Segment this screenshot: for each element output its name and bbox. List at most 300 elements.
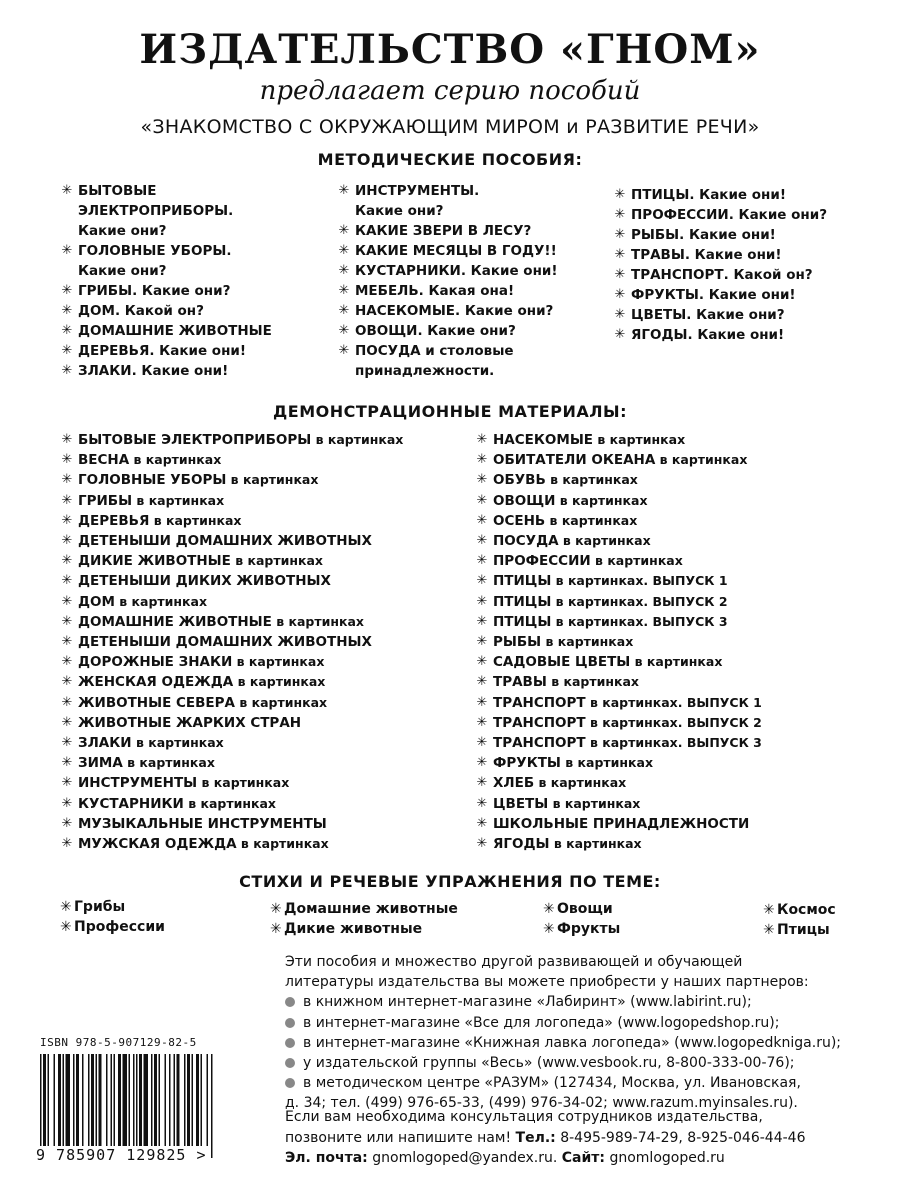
item-title: САДОВЫЕ ЦВЕТЫ — [493, 654, 631, 671]
item-title: ПТИЦЫ — [493, 573, 552, 590]
asterisk-icon: ✳ — [61, 512, 73, 528]
list-item — [475, 511, 762, 531]
asterisk-icon: ✳ — [614, 247, 626, 262]
info-intro: литературы издательства вы можете приобрести у наших партнеров: — [285, 974, 809, 991]
asterisk-icon: ✳ — [61, 343, 73, 358]
list-item — [60, 341, 272, 361]
item-suffix: в картинках — [548, 795, 641, 811]
list-item — [60, 470, 403, 490]
item-suffix: в картинках. ВЫПУСК 1 — [551, 573, 728, 589]
item-suffix: в картинках — [558, 533, 651, 549]
item-title: БЫТОВЫЕ — [78, 183, 157, 199]
asterisk-icon: ✳ — [476, 735, 488, 751]
item-title: ЗЛАКИ — [78, 735, 132, 752]
list-item — [613, 185, 827, 205]
tel-value: 8-495-989-74-29, 8-925-046-44-46 — [560, 1129, 806, 1146]
list-item — [60, 753, 403, 773]
methodical-heading: МЕТОДИЧЕСКИЕ ПОСОБИЯ: — [317, 150, 583, 169]
asterisk-icon: ✳ — [476, 553, 488, 569]
isbn-text: ISBN 978-5-907129-82-5 — [40, 1036, 197, 1049]
asterisk-icon: ✳ — [476, 836, 488, 852]
methodical-col-2 — [337, 181, 558, 381]
asterisk-icon: ✳ — [61, 674, 73, 690]
list-item — [337, 261, 558, 281]
item-suffix: . Какие они? — [686, 307, 785, 323]
poem-item — [763, 922, 830, 938]
item-suffix: в картинках — [232, 654, 325, 670]
list-item — [60, 713, 403, 733]
partner-item — [285, 992, 885, 1012]
asterisk-icon: ✳ — [61, 694, 73, 710]
list-item — [60, 693, 403, 713]
barcode-bar — [129, 1054, 131, 1158]
list-item — [475, 551, 762, 571]
item-suffix: . Какие они! — [698, 287, 796, 303]
item-title: ГОЛОВНЫЕ УБОРЫ. — [78, 243, 232, 259]
barcode-bar — [151, 1054, 153, 1146]
partners-info — [285, 952, 885, 1114]
asterisk-icon: ✳ — [476, 613, 488, 629]
item-suffix: в картинках — [197, 775, 290, 791]
asterisk-icon: ✳ — [61, 613, 73, 629]
item-title: ФРУКТЫ — [631, 287, 699, 303]
list-item — [475, 693, 762, 713]
item-suffix: . Какой он? — [723, 267, 813, 283]
item-suffix: . Какие они! — [689, 187, 786, 203]
asterisk-icon: ✳ — [61, 283, 73, 298]
item-suffix: . Какие они! — [687, 327, 785, 343]
asterisk-icon: ✳ — [61, 815, 73, 831]
barcode-bar — [73, 1054, 75, 1146]
item-suffix: в картинках — [555, 492, 648, 508]
list-item — [337, 221, 558, 241]
list-item — [613, 305, 827, 325]
item-suffix: в картинках — [149, 512, 242, 528]
item-title: ВЕСНА — [78, 452, 130, 469]
demo-col-2 — [475, 430, 762, 854]
tel-label: Тел.: — [515, 1129, 556, 1146]
asterisk-icon: ✳ — [476, 452, 488, 468]
list-item — [475, 450, 762, 470]
list-item — [475, 571, 762, 591]
list-item — [60, 551, 403, 571]
item-suffix: в картинках. ВЫПУСК 2 — [585, 714, 762, 730]
barcode-bar — [133, 1054, 135, 1146]
barcode-bar — [177, 1054, 180, 1146]
item-title: ИНСТРУМЕНТЫ. — [355, 183, 480, 199]
barcode-bar — [144, 1054, 149, 1146]
item-title: ЦВЕТЫ — [493, 795, 549, 812]
item-suffix: в картинках — [114, 593, 208, 609]
item-suffix: . Какие они? — [728, 207, 828, 223]
asterisk-icon: ✳ — [476, 775, 488, 791]
barcode-bar — [96, 1054, 98, 1146]
asterisk-icon: ✳ — [61, 573, 73, 589]
item-suffix: в картинках. ВЫПУСК 1 — [585, 694, 762, 710]
asterisk-icon: ✳ — [614, 187, 626, 202]
bullet-icon — [285, 1058, 295, 1068]
list-item — [475, 713, 762, 733]
asterisk-icon: ✳ — [476, 634, 488, 650]
poem-label: Дикие животные — [284, 921, 423, 937]
asterisk-icon: ✳ — [476, 432, 488, 447]
item-suffix: в картинках — [549, 836, 642, 852]
methodical-col-1 — [60, 181, 272, 381]
list-item — [337, 281, 558, 301]
partner-text: в интернет-магазине «Все для логопеда» (www.logopedshop.ru); — [303, 1014, 780, 1031]
barcode-bar — [196, 1054, 199, 1146]
item-title: ХЛЕБ — [493, 775, 535, 792]
item-title: ПРОФЕССИИ — [631, 207, 729, 223]
asterisk-icon: ✳ — [543, 921, 555, 937]
item-suffix: в картинках — [233, 674, 326, 690]
list-item — [337, 301, 558, 321]
demo-col-1 — [60, 430, 403, 854]
barcode-bar — [159, 1054, 161, 1146]
asterisk-icon: ✳ — [61, 755, 73, 771]
contact-text: позвоните или напишите нам! — [285, 1129, 512, 1146]
partner-item — [285, 1013, 885, 1033]
demo-heading: ДЕМОНСТРАЦИОННЫЕ МАТЕРИАЛЫ: — [273, 402, 627, 421]
list-item — [475, 652, 762, 672]
asterisk-icon: ✳ — [614, 287, 626, 302]
list-item — [60, 773, 403, 793]
contact-line — [285, 1128, 885, 1149]
asterisk-icon: ✳ — [61, 654, 73, 670]
list-item — [475, 592, 762, 612]
barcode-bar — [165, 1054, 167, 1146]
barcode-bar — [184, 1054, 186, 1146]
item-title: ГОЛОВНЫЕ УБОРЫ — [78, 472, 227, 489]
barcode-bar — [114, 1054, 116, 1146]
list-item — [613, 325, 827, 345]
item-title: ФРУКТЫ — [493, 755, 561, 772]
barcode-bar — [169, 1054, 171, 1146]
contact-line: Если вам необходима консультация сотрудников издательства, — [285, 1109, 763, 1125]
item-title: ЗЛАКИ — [78, 363, 132, 379]
item-suffix: в картинках — [226, 472, 319, 488]
bullet-icon — [285, 1078, 295, 1088]
asterisk-icon: ✳ — [476, 795, 488, 811]
barcode-bar — [43, 1054, 46, 1158]
item-title: НАСЕКОМЫЕ — [493, 432, 594, 448]
barcode — [38, 1054, 270, 1158]
list-item — [475, 470, 762, 490]
item-title: КАКИЕ ЗВЕРИ В ЛЕСУ? — [355, 223, 532, 239]
item-title: ПТИЦЫ — [493, 613, 552, 630]
info-intro: Эти пособия и множество другой развивающей и обучающей — [285, 954, 743, 970]
asterisk-icon: ✳ — [338, 283, 350, 298]
item-title: РЫБЫ — [493, 634, 542, 651]
barcode-bar — [58, 1054, 61, 1146]
partner-item — [285, 1073, 885, 1093]
item-continuation: ЭЛЕКТРОПРИБОРЫ. — [78, 203, 234, 219]
item-title: ТРАНСПОРТ — [631, 267, 724, 283]
list-item — [60, 301, 272, 321]
poem-item — [60, 899, 125, 915]
list-item — [337, 181, 558, 221]
item-continuation: Какие они? — [78, 263, 167, 279]
asterisk-icon: ✳ — [61, 836, 73, 852]
list-item — [60, 592, 403, 612]
subtitle: предлагает серию пособий — [259, 76, 641, 106]
item-title: ДЕРЕВЬЯ — [78, 512, 150, 529]
item-title: ДЕТЕНЫШИ ДОМАШНИХ ЖИВОТНЫХ — [78, 533, 372, 550]
item-suffix: . Какой он? — [114, 303, 204, 319]
item-suffix: в картинках — [183, 795, 276, 811]
list-item — [613, 225, 827, 245]
list-item — [60, 241, 272, 281]
barcode-bar — [48, 1054, 50, 1146]
barcode-bar — [211, 1054, 213, 1158]
asterisk-icon: ✳ — [476, 654, 488, 670]
item-suffix: в картинках — [630, 654, 723, 670]
barcode-bar — [76, 1054, 79, 1146]
asterisk-icon: ✳ — [61, 323, 73, 338]
asterisk-icon: ✳ — [614, 207, 626, 222]
asterisk-icon: ✳ — [270, 921, 282, 937]
barcode-digits: 9 785907 129825 > — [36, 1146, 207, 1164]
item-title: ОСЕНЬ — [493, 512, 546, 529]
list-item — [337, 241, 558, 261]
item-suffix: . Какие они! — [149, 343, 247, 359]
barcode-bar — [111, 1054, 113, 1146]
barcode-bar — [106, 1054, 108, 1146]
asterisk-icon: ✳ — [763, 922, 775, 938]
asterisk-icon: ✳ — [476, 714, 488, 730]
item-suffix: в картинках — [546, 674, 639, 690]
email-value: gnomlogoped@yandex.ru. — [372, 1150, 558, 1166]
item-title: ДЕТЕНЫШИ ДИКИХ ЖИВОТНЫХ — [78, 573, 331, 590]
list-item — [337, 321, 558, 341]
poem-item — [543, 901, 613, 917]
asterisk-icon: ✳ — [476, 573, 488, 589]
partner-text-cont: д. 34; тел. (499) 976-65-33, (499) 976-34-02; www.razum.myinsales.ru). — [285, 1095, 798, 1112]
item-suffix: в картинках — [311, 432, 404, 447]
series-title: «ЗНАКОМСТВО С ОКРУЖАЮЩИМ МИРОМ и РАЗВИТИЕ РЕЧИ» — [140, 116, 760, 138]
list-item — [60, 672, 403, 692]
asterisk-icon: ✳ — [61, 472, 73, 488]
barcode-bar — [63, 1054, 65, 1146]
list-item — [613, 245, 827, 265]
item-title: ОВОЩИ — [355, 323, 418, 339]
barcode-bar — [123, 1054, 128, 1146]
list-item — [613, 285, 827, 305]
asterisk-icon: ✳ — [543, 901, 555, 917]
barcode-bar — [82, 1054, 84, 1146]
item-title: ОБИТАТЕЛИ ОКЕАНА — [493, 452, 656, 469]
list-item — [60, 571, 403, 591]
list-item — [475, 491, 762, 511]
list-item — [613, 205, 827, 225]
item-title: ПОСУДА — [493, 533, 559, 550]
asterisk-icon: ✳ — [476, 674, 488, 690]
list-item — [475, 531, 762, 551]
item-title: РЫБЫ — [631, 227, 680, 243]
list-item — [60, 612, 403, 632]
item-title: ПТИЦЫ — [631, 187, 690, 203]
asterisk-icon: ✳ — [61, 553, 73, 569]
item-title: ДОМ — [78, 593, 115, 610]
partner-item — [285, 1033, 885, 1053]
item-title: ПОСУДА — [355, 343, 421, 359]
item-suffix: . Какие они! — [684, 247, 782, 263]
asterisk-icon: ✳ — [61, 243, 73, 258]
item-title: МЕБЕЛЬ — [355, 283, 419, 299]
list-item — [475, 733, 762, 753]
email-label: Эл. почта: — [285, 1150, 368, 1166]
asterisk-icon: ✳ — [614, 327, 626, 342]
item-continuation: Какие они? — [78, 223, 167, 239]
site-value: gnomlogoped.ru — [609, 1150, 725, 1166]
item-suffix: в картинках — [132, 492, 225, 508]
partner-text: в интернет-магазине «Книжная лавка логопеда» (www.logopedkniga.ru); — [303, 1034, 841, 1051]
asterisk-icon: ✳ — [61, 533, 73, 549]
poem-item — [60, 919, 165, 935]
asterisk-icon: ✳ — [338, 323, 350, 338]
item-title: ГРИБЫ — [78, 492, 133, 509]
list-item — [60, 794, 403, 814]
barcode-bar — [118, 1054, 121, 1146]
item-suffix: в картинках — [545, 472, 638, 488]
item-title: ДЕРЕВЬЯ — [78, 343, 150, 359]
bullet-icon — [285, 997, 295, 1007]
item-title: ДИКИЕ ЖИВОТНЫЕ — [78, 553, 231, 570]
barcode-bar — [88, 1054, 90, 1146]
poem-label: Космос — [777, 902, 836, 918]
item-title: ТРАНСПОРТ — [493, 714, 586, 731]
list-item — [60, 814, 403, 834]
asterisk-icon: ✳ — [476, 512, 488, 528]
item-title: МУЗЫКАЛЬНЫЕ ИНСТРУМЕНТЫ — [78, 815, 327, 832]
poem-label: Грибы — [74, 899, 126, 915]
publisher-title: ИЗДАТЕЛЬСТВО «ГНОМ» — [139, 26, 761, 73]
asterisk-icon: ✳ — [476, 492, 488, 508]
asterisk-icon: ✳ — [476, 472, 488, 488]
poem-item — [270, 921, 422, 937]
item-suffix: в картинках — [655, 452, 748, 468]
poem-item — [763, 902, 836, 918]
item-title: КУСТАРНИКИ — [355, 263, 461, 279]
poem-label: Птицы — [777, 922, 830, 938]
item-suffix: в картинках — [541, 634, 634, 650]
asterisk-icon: ✳ — [61, 634, 73, 650]
list-item — [60, 531, 403, 551]
barcode-bar — [187, 1054, 190, 1146]
partner-text: в методическом центре «РАЗУМ» (127434, Москва, ул. Ивановская, — [303, 1075, 801, 1092]
barcode-bar — [174, 1054, 176, 1146]
item-suffix: в картинках — [129, 452, 222, 468]
poem-item — [270, 901, 458, 917]
item-title: ДОМАШНИЕ ЖИВОТНЫЕ — [78, 613, 272, 630]
barcode-bar — [99, 1054, 102, 1146]
asterisk-icon: ✳ — [338, 343, 350, 358]
asterisk-icon: ✳ — [61, 593, 73, 609]
asterisk-icon: ✳ — [61, 432, 73, 447]
item-title: ДОМ — [78, 303, 115, 319]
item-title: ДОМАШНИЕ ЖИВОТНЫЕ — [78, 323, 272, 339]
item-title: ДЕТЕНЫШИ ДОМАШНИХ ЖИВОТНЫХ — [78, 634, 372, 651]
item-suffix: . Какие они? — [132, 283, 231, 299]
item-title: ЯГОДЫ — [631, 327, 688, 343]
list-item — [60, 652, 403, 672]
item-suffix: в картинках — [236, 836, 329, 852]
item-suffix: в картинках — [235, 694, 328, 710]
item-title: ИНСТРУМЕНТЫ — [78, 775, 198, 792]
asterisk-icon: ✳ — [61, 735, 73, 751]
item-suffix: в картинках — [593, 432, 686, 447]
item-title: ПРОФЕССИИ — [493, 553, 591, 570]
contact-line — [285, 1148, 885, 1169]
item-suffix: в картинках — [534, 775, 627, 791]
list-item — [613, 265, 827, 285]
list-item — [60, 281, 272, 301]
asterisk-icon: ✳ — [61, 303, 73, 318]
item-title: ДОРОЖНЫЕ ЗНАКИ — [78, 654, 233, 671]
list-item — [60, 491, 403, 511]
asterisk-icon: ✳ — [614, 307, 626, 322]
list-item — [475, 612, 762, 632]
list-item — [475, 834, 762, 854]
partner-text: в книжном интернет-магазине «Лабиринт» (www.labirint.ru); — [303, 994, 752, 1011]
item-suffix: в картинках — [545, 512, 638, 528]
barcode-bar — [154, 1054, 157, 1146]
list-item — [475, 430, 762, 450]
item-suffix: в картинках. ВЫПУСК 2 — [551, 593, 728, 609]
item-suffix: . Какие они! — [131, 363, 229, 379]
asterisk-icon: ✳ — [763, 902, 775, 918]
asterisk-icon: ✳ — [60, 919, 72, 935]
asterisk-icon: ✳ — [61, 183, 73, 198]
asterisk-icon: ✳ — [61, 363, 73, 378]
list-item — [475, 632, 762, 652]
item-title: ЖИВОТНЫЕ ЖАРКИХ СТРАН — [78, 714, 302, 731]
item-title: ЖЕНСКАЯ ОДЕЖДА — [78, 674, 234, 691]
asterisk-icon: ✳ — [476, 755, 488, 771]
list-item — [475, 814, 762, 834]
barcode-bar — [40, 1054, 42, 1158]
list-item — [337, 341, 558, 381]
list-item — [60, 430, 403, 450]
asterisk-icon: ✳ — [338, 183, 350, 198]
poem-label: Профессии — [74, 919, 165, 935]
item-suffix: в картинках. ВЫПУСК 3 — [551, 613, 728, 629]
item-title: МУЖСКАЯ ОДЕЖДА — [78, 836, 237, 853]
poem-label: Овощи — [557, 901, 613, 917]
asterisk-icon: ✳ — [338, 243, 350, 258]
list-item — [60, 511, 403, 531]
item-title: ОВОЩИ — [493, 492, 556, 509]
asterisk-icon: ✳ — [61, 795, 73, 811]
barcode-bar — [201, 1054, 203, 1146]
item-suffix: . Какие они? — [455, 303, 554, 319]
list-item — [60, 450, 403, 470]
asterisk-icon: ✳ — [60, 899, 72, 915]
item-title: ТРАВЫ — [493, 674, 547, 691]
item-suffix: в картинках — [122, 755, 215, 771]
bullet-icon — [285, 1038, 295, 1048]
list-item — [475, 753, 762, 773]
list-item — [60, 361, 272, 381]
list-item — [475, 794, 762, 814]
poem-item — [543, 921, 620, 937]
item-title: КАКИЕ МЕСЯЦЫ В ГОДУ!! — [355, 243, 557, 259]
item-suffix: в картинках — [271, 613, 364, 629]
asterisk-icon: ✳ — [476, 694, 488, 710]
asterisk-icon: ✳ — [614, 227, 626, 242]
item-title: ЯГОДЫ — [493, 836, 550, 853]
barcode-bar — [192, 1054, 194, 1146]
